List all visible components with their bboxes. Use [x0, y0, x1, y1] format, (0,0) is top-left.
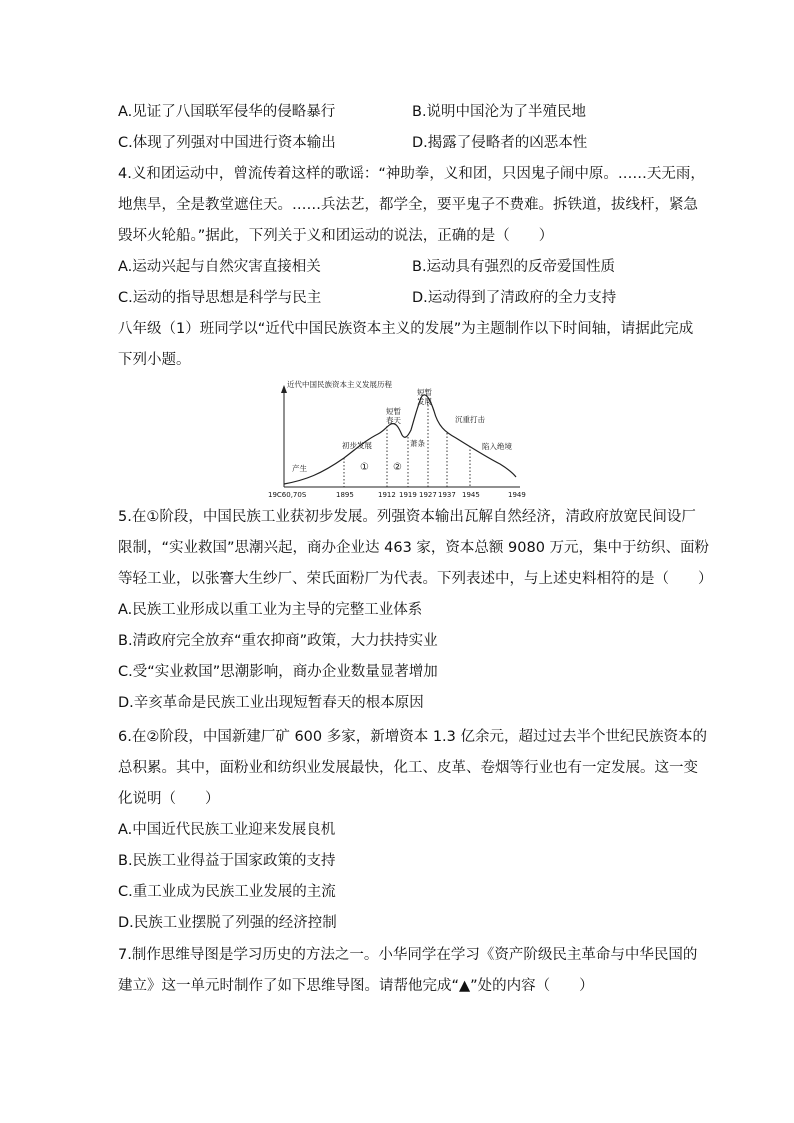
intro-line-2: 下列小题。: [118, 352, 191, 368]
year-1912: 1912: [378, 491, 396, 499]
intro-line-1: 八年级（1）班同学以“近代中国民族资本主义的发展”为主题制作以下时间轴，请据此完成: [118, 321, 694, 337]
q6-option-a: A.中国近代民族工业迎来发展良机: [118, 822, 336, 838]
year-1949: 1949: [508, 491, 526, 499]
year-1927: 1927: [419, 491, 437, 499]
q5-stem-line-1: 5.在①阶段，中国民族工业获初步发展。列强资本输出瓦解自然经济，清政府放宽民间设厂: [118, 509, 696, 525]
year-1919: 1919: [399, 491, 417, 499]
q6-stem-line-2: 总积累。其中，面粉业和纺织业发展最快，化工、皮革、卷烟等行业也有一定发展。这一变: [118, 760, 698, 776]
q5-stem-line-3: 等轻工业，以张謇大生纱厂、荣氏面粉厂为代表。下列表述中，与上述史料相符的是（ ）: [118, 571, 713, 587]
label-short-growth-top: 短暂: [417, 388, 432, 397]
label-phase-2: ②: [393, 462, 402, 473]
q3-option-d: D.揭露了侵略者的凶恶本性: [412, 135, 588, 151]
q4-option-d: D.运动得到了清政府的全力支持: [412, 290, 617, 306]
q6-option-d: D.民族工业摆脱了列强的经济控制: [118, 915, 337, 931]
q5-stem-line-2: 限制，“实业救国”思潮兴起，商办企业达 463 家，资本总额 9080 万元，集中于纺织、面粉: [118, 540, 710, 556]
q6-option-b: B.民族工业得益于国家政策的支持: [118, 853, 336, 869]
q3-option-a: A.见证了八国联军侵华的侵略暴行: [118, 104, 336, 120]
q4-stem-line-2: 地焦旱，全是教堂遮住天。……兵法艺，都学全，要平鬼子不费难。拆铁道，拔线杆，紧急: [118, 197, 698, 213]
q6-stem-line-1: 6.在②阶段，中国新建厂矿 600 多家，新增资本 1.3 亿余元，超过过去半个世纪民族资本的: [118, 729, 708, 745]
label-short-spring-top: 短暂: [386, 407, 401, 416]
q5-option-a: A.民族工业形成以重工业为主导的完整工业体系: [118, 602, 423, 618]
q3-option-c: C.体现了列强对中国进行资本输出: [118, 135, 336, 151]
q7-stem-line-1: 7.制作思维导图是学习历史的方法之一。小华同学在学习《资产阶级民主革命与中华民国的: [118, 947, 698, 963]
q4-option-b: B.运动具有强烈的反帝爱国性质: [412, 259, 616, 275]
label-trapped: 陷入绝境: [482, 442, 512, 451]
year-19c60-70s: 19C60,70S: [268, 491, 307, 499]
q4-option-a: A.运动兴起与自然灾害直接相关: [118, 259, 321, 275]
timeline-title: 近代中国民族资本主义发展历程: [287, 380, 392, 389]
q5-option-b: B.清政府完全放弃“重农抑商”政策，大力扶持实业: [118, 633, 438, 649]
label-decline: 萧条: [410, 439, 425, 448]
label-initial-development: 初步发展: [342, 441, 372, 450]
timeline-figure: [266, 376, 528, 500]
label-heavy-blow: 沉重打击: [455, 415, 485, 424]
year-1895: 1895: [336, 491, 354, 499]
q4-stem-line-3: 毁坏火轮船。”据此，下列关于义和团运动的说法，正确的是（ ）: [118, 228, 554, 244]
q6-stem-line-3: 化说明（ ）: [118, 791, 220, 807]
q6-option-c: C.重工业成为民族工业发展的主流: [118, 884, 336, 900]
q3-option-b: B.说明中国沦为了半殖民地: [412, 104, 587, 120]
q4-stem-line-1: 4.义和团运动中，曾流传着这样的歌谣：“神助拳，义和团，只因鬼子闹中原。……天无雨，: [118, 166, 705, 182]
q5-option-c: C.受“实业救国”思潮影响，商办企业数量显著增加: [118, 664, 438, 680]
year-1945: 1945: [462, 491, 480, 499]
q5-option-d: D.辛亥革命是民族工业出现短暂春天的根本原因: [118, 695, 424, 711]
label-phase-1: ①: [360, 462, 369, 473]
label-birth: 产生: [292, 464, 307, 473]
label-short-spring-bottom: 春天: [386, 416, 401, 425]
q4-option-c: C.运动的指导思想是科学与民主: [118, 290, 322, 306]
label-short-growth-bottom: 发展: [417, 397, 432, 406]
year-1937: 1937: [438, 491, 456, 499]
q7-stem-line-2: 建立》这一单元时制作了如下思维导图。请帮他完成“▲”处的内容（ ）: [118, 978, 594, 994]
